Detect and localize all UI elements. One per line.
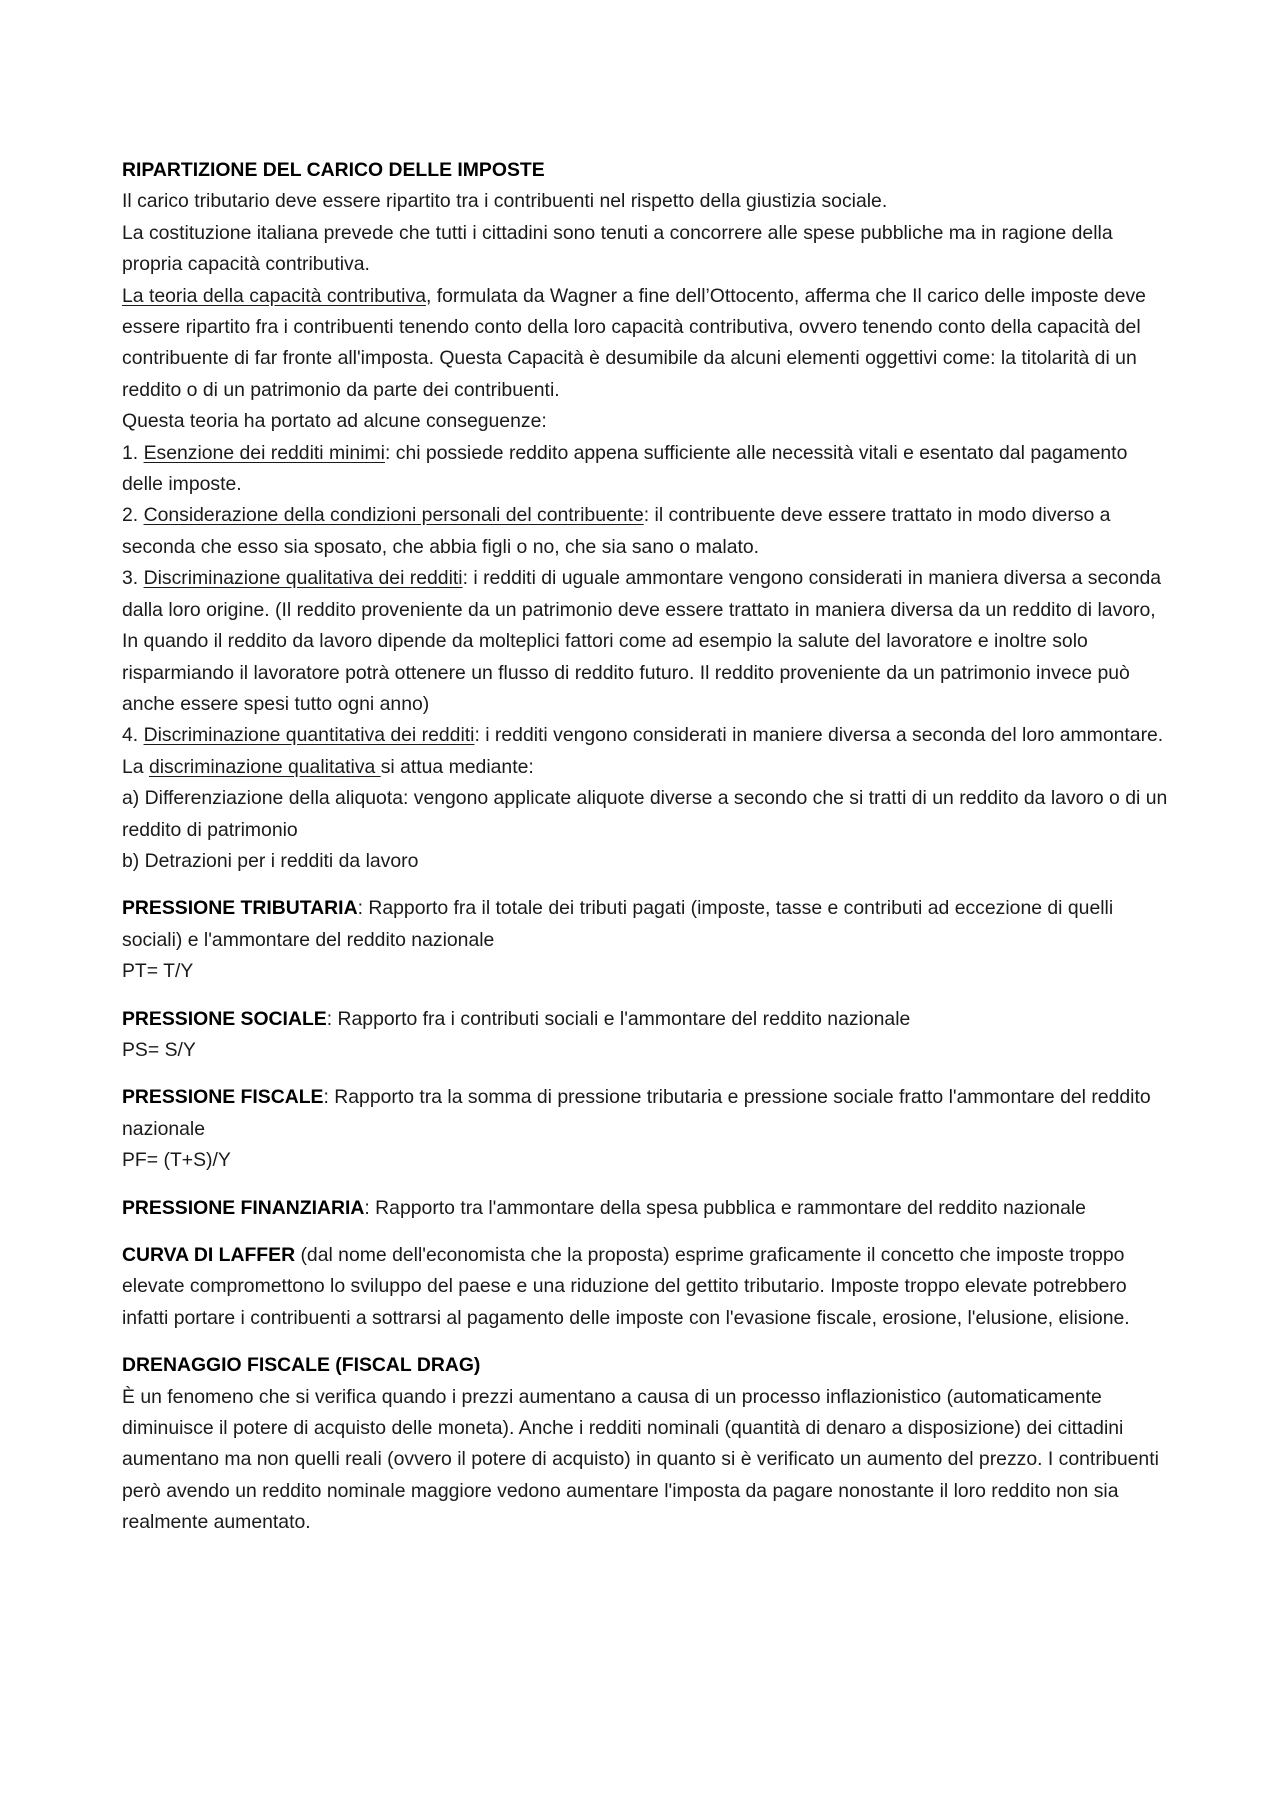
sub-item: a) Differenziazione della aliquota: vengono applicate aliquote diverse a secondo che si tratti di un reddito da lavoro o di un reddito di patrimonio (122, 787, 1168, 841)
definition-pressione-sociale: PRESSIONE SOCIALE: Rapporto fra i contributi sociali e l'ammontare del reddito nazionale (122, 1007, 911, 1030)
formula: PF= (T+S)/Y (122, 1149, 231, 1172)
document-page (122, 155, 1172, 1539)
list-item: 3. Discriminazione qualitativa dei redditi: i redditi di uguale ammontare vengono considerati in maniera diversa a seconda dalla loro origine. (Il reddito proveniente da un patrimonio deve essere trattato in maniera diversa da un reddito di lavoro, In quando il reddito da lavoro dipende da molteplici fattori come ad esempio la salute del lavoratore e inoltre solo risparmiando il lavoratore potrà ottenere un flusso di reddito futuro. Il reddito proveniente da un patrimonio invece può anche essere spesi tutto ogni anno) (122, 567, 1162, 715)
paragraph: La teoria della capacità contributiva, formulata da Wagner a fine dell’Ottocento, afferma che Il carico delle imposte deve essere ripartito fra i contribuenti tenendo conto della loro capacità contributiva, ovvero tenendo conto della capacità del contribuente di far fronte all'imposta. Questa Capacità è desumibile da alcuni elementi oggettivi come: la titolarità di un reddito o di un patrimonio da parte dei contribuenti. (122, 284, 1146, 401)
formula: PS= S/Y (122, 1038, 196, 1061)
underlined-term: Discriminazione quantitativa dei redditi (143, 724, 475, 747)
definition-curva-di-laffer: CURVA DI LAFFER (dal nome dell'economista che la proposta) esprime graficamente il concetto che imposte troppo elevate compromettono lo sviluppo del paese e una riduzione del gettito tributario. Imposte troppo elevate potrebbero infatti portare i contribuenti a sottrarsi al pagamento delle imposte con l'evasione fiscale, erosione, l'elusione, elisione. (122, 1244, 1130, 1329)
paragraph: È un fenomeno che si verifica quando i prezzi aumentano a causa di un processo inflazionistico (automaticamente diminuisce il potere di acquisto delle moneta). Anche i redditi nominali (quantità di denaro a disposizione) dei cittadini aumentano ma non quelli reali (ovvero il potere di acquisto) in quanto si è verificato un aumento del prezzo. I contribuenti però avendo un reddito nominale maggiore vedono aumentare l'imposta da pagare nonostante il loro reddito non sia realmente aumentato. (122, 1385, 1159, 1534)
underlined-term: discriminazione qualitativa (148, 755, 381, 778)
sub-item: b) Detrazioni per i redditi da lavoro (122, 849, 419, 872)
paragraph: Questa teoria ha portato ad alcune conseguenze: (122, 410, 547, 433)
section-title: DRENAGGIO FISCALE (FISCAL DRAG) (122, 1354, 481, 1377)
list-item: 2. Considerazione della condizioni personali del contribuente: il contribuente deve essere trattato in modo diverso a seconda che esso sia sposato, che abbia figli o no, che sia sano o malato. (122, 504, 1111, 558)
definition-pressione-fiscale: PRESSIONE FISCALE: Rapporto tra la somma di pressione tributaria e pressione sociale fratto l'ammontare del reddito nazionale (122, 1086, 1151, 1140)
formula: PT= T/Y (122, 960, 194, 983)
list-item: 4. Discriminazione quantitativa dei redditi: i redditi vengono considerati in maniere diversa a seconda del loro ammontare. (122, 724, 1164, 747)
paragraph: La costituzione italiana prevede che tutti i cittadini sono tenuti a concorrere alle spese pubbliche ma in ragione della propria capacità contributiva. (122, 221, 1113, 276)
underlined-term: Esenzione dei redditi minimi (143, 441, 385, 464)
paragraph: La discriminazione qualitativa si attua mediante: (122, 755, 534, 778)
definition-pressione-finanziaria: PRESSIONE FINANZIARIA: Rapporto tra l'ammontare della spesa pubblica e rammontare del reddito nazionale (122, 1196, 1086, 1219)
underlined-term: Discriminazione qualitativa dei redditi (143, 567, 463, 590)
definition-pressione-tributaria: PRESSIONE TRIBUTARIA: Rapporto fra il totale dei tributi pagati (imposte, tasse e contributi ad eccezione di quelli sociali) e l'ammontare del reddito nazionale (122, 897, 1114, 951)
section-title: RIPARTIZIONE DEL CARICO DELLE IMPOSTE (122, 159, 545, 181)
paragraph: Il carico tributario deve essere ripartito tra i contribuenti nel rispetto della giustizia sociale. (122, 190, 888, 213)
list-item: 1. Esenzione dei redditi minimi: chi possiede reddito appena sufficiente alle necessità vitali e esentato dal pagamento delle imposte. (122, 441, 1128, 496)
underlined-term: Considerazione della condizioni personali del contribuente (143, 504, 644, 527)
underlined-term: La teoria della capacità contributiva (122, 284, 426, 307)
